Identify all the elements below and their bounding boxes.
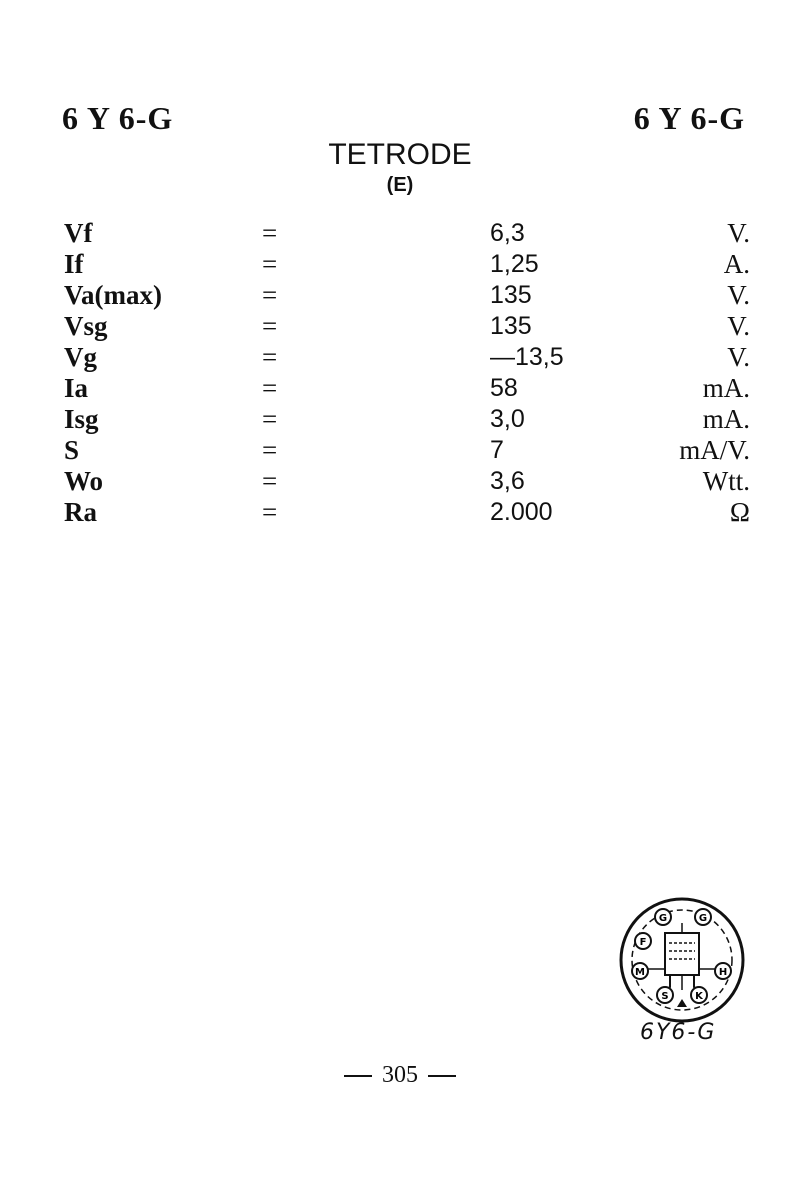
- param-symbol: Vsg: [64, 311, 108, 341]
- param-row-isg: [64, 404, 750, 435]
- pin-top-left: [655, 909, 671, 925]
- param-row-if: [64, 249, 750, 280]
- param-unit: Ω: [729, 497, 750, 527]
- pin-left: [632, 963, 648, 979]
- tube-electrode-box: [665, 933, 699, 975]
- param-value: 135: [490, 312, 532, 340]
- param-unit: Wtt.: [702, 466, 750, 496]
- socket-diagram: [615, 895, 750, 1025]
- param-value: 6,3: [490, 219, 525, 247]
- param-value: 3,6: [490, 467, 525, 495]
- param-equals: =: [262, 311, 278, 341]
- param-row-vf: [64, 218, 750, 249]
- parameter-table: [64, 218, 750, 528]
- param-equals: =: [262, 373, 278, 403]
- param-unit: V.: [727, 311, 750, 341]
- pin-bottom-right: [691, 987, 707, 1003]
- param-row-vg: [64, 342, 750, 373]
- param-row-s: [64, 435, 750, 466]
- page-dash-right: [428, 1075, 456, 1077]
- tube-type-title: TETRODE: [328, 138, 472, 171]
- pin-label: F: [639, 937, 647, 948]
- param-equals: =: [262, 342, 278, 372]
- socket-key-arrow: [677, 999, 687, 1007]
- param-symbol: S: [64, 435, 80, 465]
- pin-label: G: [658, 913, 668, 924]
- param-symbol: Vg: [64, 342, 97, 372]
- param-equals: =: [262, 404, 278, 434]
- param-unit: V.: [727, 342, 750, 372]
- param-row-ra: [64, 497, 750, 528]
- param-symbol: Wo: [64, 466, 104, 496]
- param-symbol: Isg: [64, 404, 99, 434]
- param-equals: =: [262, 466, 278, 496]
- param-unit: A.: [723, 249, 750, 279]
- tube-code-left: 6 Y 6-G: [62, 100, 174, 136]
- tube-code-right: 6 Y 6-G: [633, 100, 745, 136]
- pin-right: [715, 963, 731, 979]
- param-row-ia: [64, 373, 750, 404]
- page-number: [0, 1062, 800, 1089]
- param-value: 135: [490, 281, 532, 309]
- param-symbol: Ia: [64, 373, 89, 403]
- param-equals: =: [262, 435, 278, 465]
- param-value: —13,5: [490, 343, 564, 371]
- param-symbol: Va(max): [64, 280, 162, 310]
- param-unit: V.: [727, 218, 750, 248]
- page-number-value: 305: [382, 1062, 418, 1088]
- param-equals: =: [262, 280, 278, 310]
- param-unit: V.: [727, 280, 750, 310]
- param-symbol: If: [64, 249, 84, 279]
- pin-label: K: [695, 991, 703, 1002]
- param-value: 58: [490, 374, 518, 402]
- tube-grid-lines: [669, 943, 695, 959]
- param-row-vsg: [64, 311, 750, 342]
- param-value: 2.000: [490, 498, 553, 526]
- param-row-va-max: [64, 280, 750, 311]
- param-unit: mA/V.: [679, 435, 750, 465]
- param-symbol: Vf: [64, 218, 93, 248]
- param-equals: =: [262, 497, 278, 527]
- param-unit: mA.: [702, 373, 750, 403]
- param-value: 3,0: [490, 405, 525, 433]
- page-dash-left: [344, 1075, 372, 1077]
- pin-label: H: [718, 967, 728, 978]
- socket-caption: 6Y6-G: [640, 1020, 717, 1045]
- param-symbol: Ra: [64, 497, 97, 527]
- param-equals: =: [262, 249, 278, 279]
- pin-label: S: [661, 991, 669, 1002]
- pin-upper-left: [635, 933, 651, 949]
- param-value: 1,25: [490, 250, 539, 278]
- param-row-wo: [64, 466, 750, 497]
- pin-top-right: [695, 909, 711, 925]
- param-value: 7: [490, 436, 504, 464]
- param-unit: mA.: [702, 404, 750, 434]
- pin-label: M: [635, 967, 645, 978]
- pin-bottom-left: [657, 987, 673, 1003]
- pin-label: G: [698, 913, 708, 924]
- tube-type-subtitle: (E): [386, 174, 414, 196]
- param-equals: =: [262, 218, 278, 248]
